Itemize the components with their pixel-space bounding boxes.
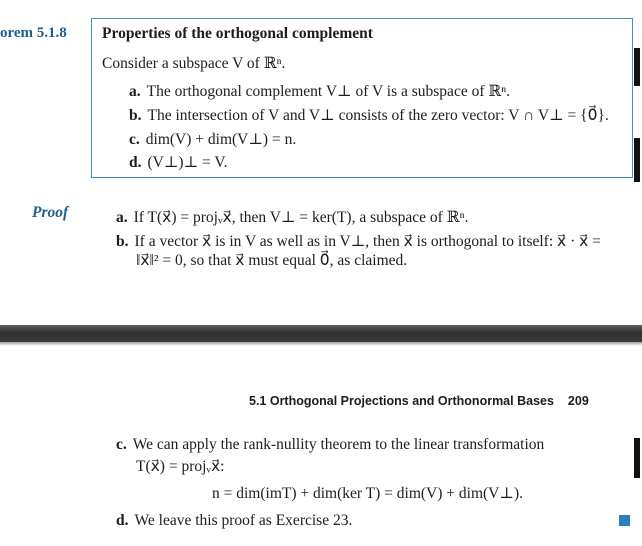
proof-label: Proof <box>32 204 69 221</box>
theorem-item-d <box>129 153 227 172</box>
item-marker: a. <box>116 209 128 226</box>
proof-item-c-continued: T(x⃗) = projᵥx⃗: <box>136 458 225 475</box>
display-equation: n = dim(imT) + dim(ker T) = dim(V) + dim(V⊥). <box>212 485 523 502</box>
item-text: dim(V) + dim(V⊥) = n. <box>145 131 297 148</box>
item-text: The intersection of V and V⊥ consists of the zero vector: V ∩ V⊥ = {0⃗}. <box>147 107 609 124</box>
item-text: (V⊥)⊥ = V. <box>147 154 228 171</box>
item-text: The orthogonal complement V⊥ of V is a subspace of ℝⁿ. <box>146 83 510 100</box>
page-number: 209 <box>567 394 589 408</box>
end-of-proof-mark <box>619 515 630 526</box>
item-text: If T(x⃗) = projᵥx⃗, then V⊥ = ker(T), a subspace of ℝⁿ. <box>133 209 469 226</box>
item-marker: a. <box>129 83 141 100</box>
page-separator <box>0 325 642 342</box>
running-head <box>249 394 589 408</box>
proof-item-c <box>116 436 544 454</box>
item-text: We leave this proof as Exercise 23. <box>134 512 353 529</box>
theorem-item-c <box>129 130 296 149</box>
item-marker: d. <box>116 512 129 529</box>
theorem-intro: Consider a subspace V of ℝⁿ. <box>102 55 286 72</box>
item-marker: b. <box>116 233 129 250</box>
item-text: We can apply the rank-nullity theorem to the linear transformation <box>132 436 545 453</box>
proof-item-d <box>116 512 352 530</box>
item-text: If a vector x⃗ is in V as well as in V⊥, then x⃗ is orthogonal to itself: x⃗ · x⃗ = <box>134 233 601 250</box>
theorem-item-b <box>129 106 609 125</box>
theorem-title: Properties of the orthogonal complement <box>102 25 373 42</box>
page-edge-marks <box>632 48 642 478</box>
proof-item-a <box>116 208 468 227</box>
item-marker: d. <box>129 154 142 171</box>
proof-item-b <box>116 232 601 251</box>
running-head-title: 5.1 Orthogonal Projections and Orthonormal Bases <box>249 394 554 408</box>
item-marker: b. <box>129 107 142 124</box>
page-separator-shadow <box>0 342 642 346</box>
proof-item-b-continued: ‖x⃗‖² = 0, so that x⃗ must equal 0⃗, as claimed. <box>136 252 408 269</box>
theorem-item-a <box>129 82 510 101</box>
item-marker: c. <box>129 131 140 148</box>
theorem-label: orem 5.1.8 <box>0 25 67 41</box>
item-marker: c. <box>116 436 127 453</box>
